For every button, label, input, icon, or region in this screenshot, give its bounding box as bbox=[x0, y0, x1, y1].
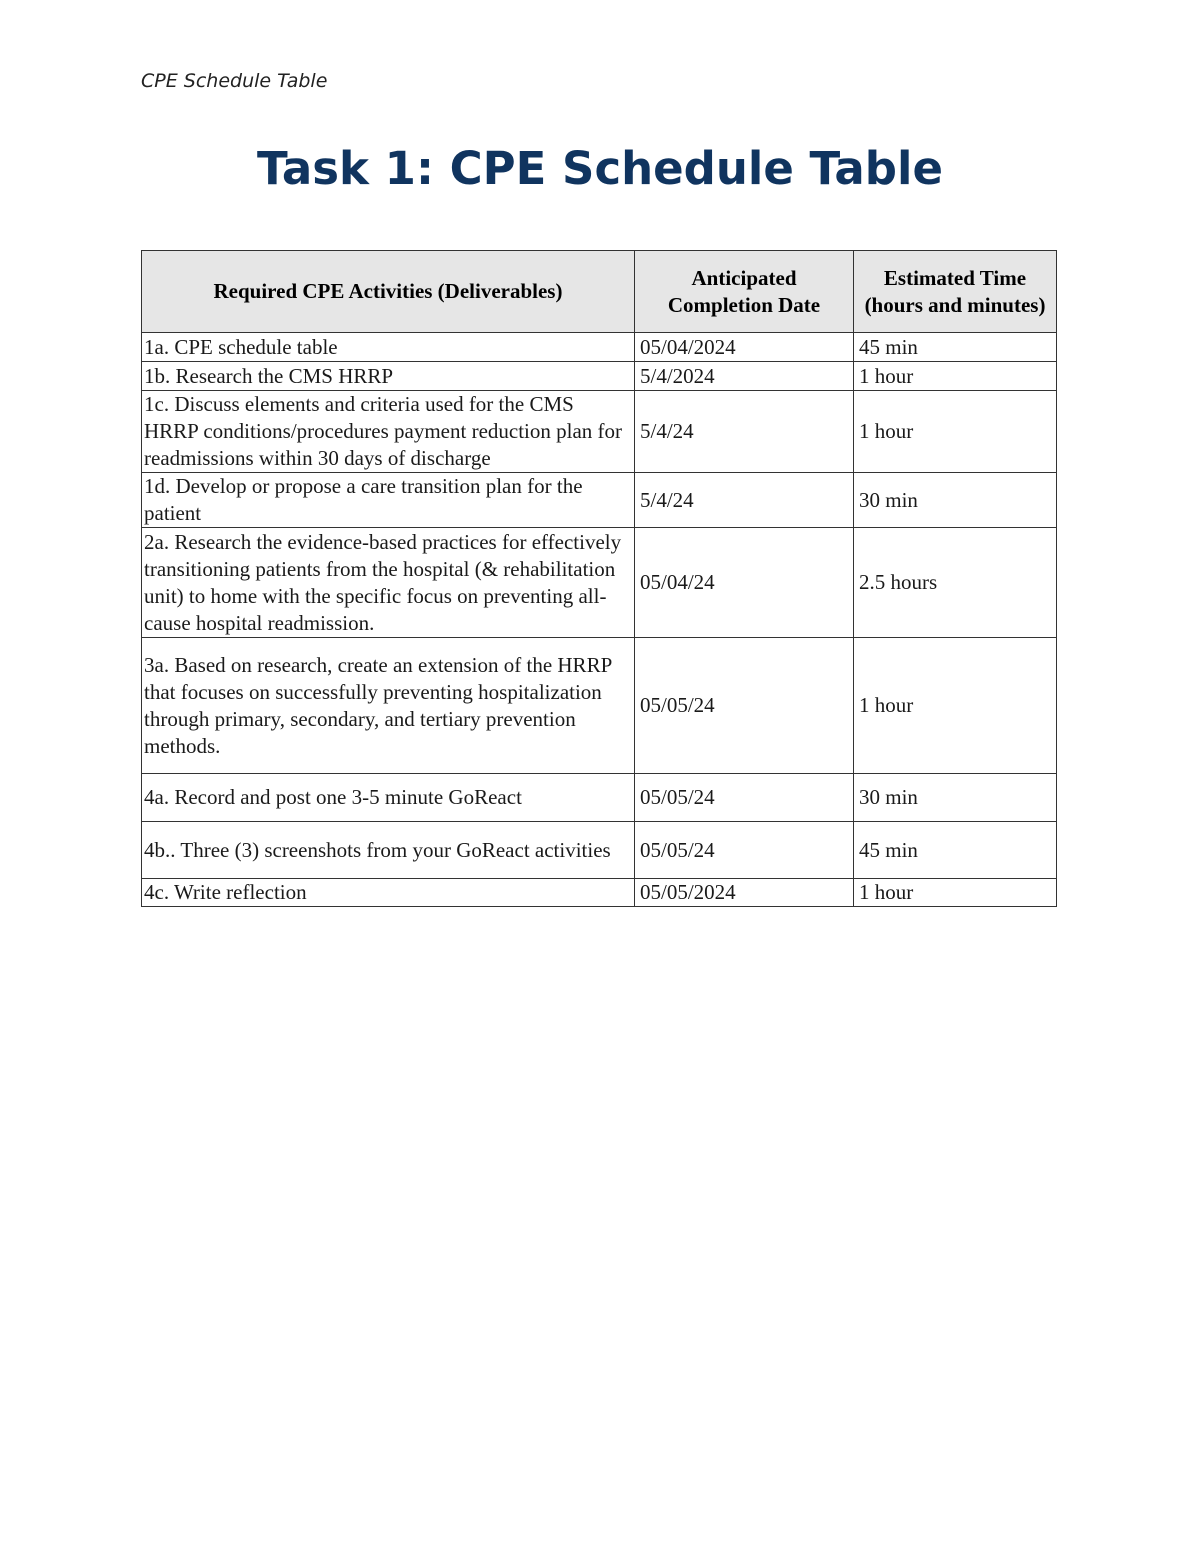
date-cell: 05/05/24 bbox=[635, 774, 854, 822]
date-cell: 05/04/24 bbox=[635, 528, 854, 638]
date-cell: 05/04/2024 bbox=[635, 333, 854, 362]
table-row bbox=[142, 774, 1057, 822]
column-header-activities: Required CPE Activities (Deliverables) bbox=[142, 251, 635, 333]
date-cell: 5/4/24 bbox=[635, 473, 854, 528]
activity-cell: 2a. Research the evidence-based practices for effectively transitioning patients from the hospital (& rehabilitation unit) to home with the specific focus on preventing all-cause hospital readmission. bbox=[142, 528, 635, 638]
date-cell: 5/4/2024 bbox=[635, 362, 854, 391]
table-row bbox=[142, 362, 1057, 391]
time-cell: 45 min bbox=[854, 822, 1057, 879]
time-cell: 45 min bbox=[854, 333, 1057, 362]
activity-cell: 1c. Discuss elements and criteria used for the CMS HRRP conditions/procedures payment reduction plan for readmissions within 30 days of discharge bbox=[142, 391, 635, 473]
table-header-row bbox=[142, 251, 1057, 333]
table-row bbox=[142, 638, 1057, 774]
table-row bbox=[142, 473, 1057, 528]
table-row bbox=[142, 528, 1057, 638]
activity-cell: 1b. Research the CMS HRRP bbox=[142, 362, 635, 391]
activity-cell: 3a. Based on research, create an extension of the HRRP that focuses on successfully preventing hospitalization through primary, secondary, and tertiary prevention methods. bbox=[142, 638, 635, 774]
time-cell: 30 min bbox=[854, 774, 1057, 822]
document-title: Task 1: CPE Schedule Table bbox=[257, 142, 943, 195]
activity-cell: 4b.. Three (3) screenshots from your GoReact activities bbox=[142, 822, 635, 879]
table-row bbox=[142, 391, 1057, 473]
activity-cell: 1d. Develop or propose a care transition plan for the patient bbox=[142, 473, 635, 528]
date-cell: 05/05/2024 bbox=[635, 879, 854, 907]
time-cell: 2.5 hours bbox=[854, 528, 1057, 638]
date-cell: 5/4/24 bbox=[635, 391, 854, 473]
cpe-schedule-table bbox=[141, 250, 1057, 907]
time-cell: 1 hour bbox=[854, 879, 1057, 907]
column-header-estimated-time: Estimated Time (hours and minutes) bbox=[854, 251, 1057, 333]
date-cell: 05/05/24 bbox=[635, 638, 854, 774]
time-cell: 1 hour bbox=[854, 391, 1057, 473]
activity-cell: 4c. Write reflection bbox=[142, 879, 635, 907]
time-cell: 1 hour bbox=[854, 638, 1057, 774]
column-header-completion-date: Anticipated Completion Date bbox=[635, 251, 854, 333]
activity-cell: 4a. Record and post one 3-5 minute GoReact bbox=[142, 774, 635, 822]
activity-cell: 1a. CPE schedule table bbox=[142, 333, 635, 362]
running-header: CPE Schedule Table bbox=[141, 70, 328, 92]
time-cell: 30 min bbox=[854, 473, 1057, 528]
table-row bbox=[142, 333, 1057, 362]
date-cell: 05/05/24 bbox=[635, 822, 854, 879]
time-cell: 1 hour bbox=[854, 362, 1057, 391]
table-row bbox=[142, 879, 1057, 907]
table-row bbox=[142, 822, 1057, 879]
